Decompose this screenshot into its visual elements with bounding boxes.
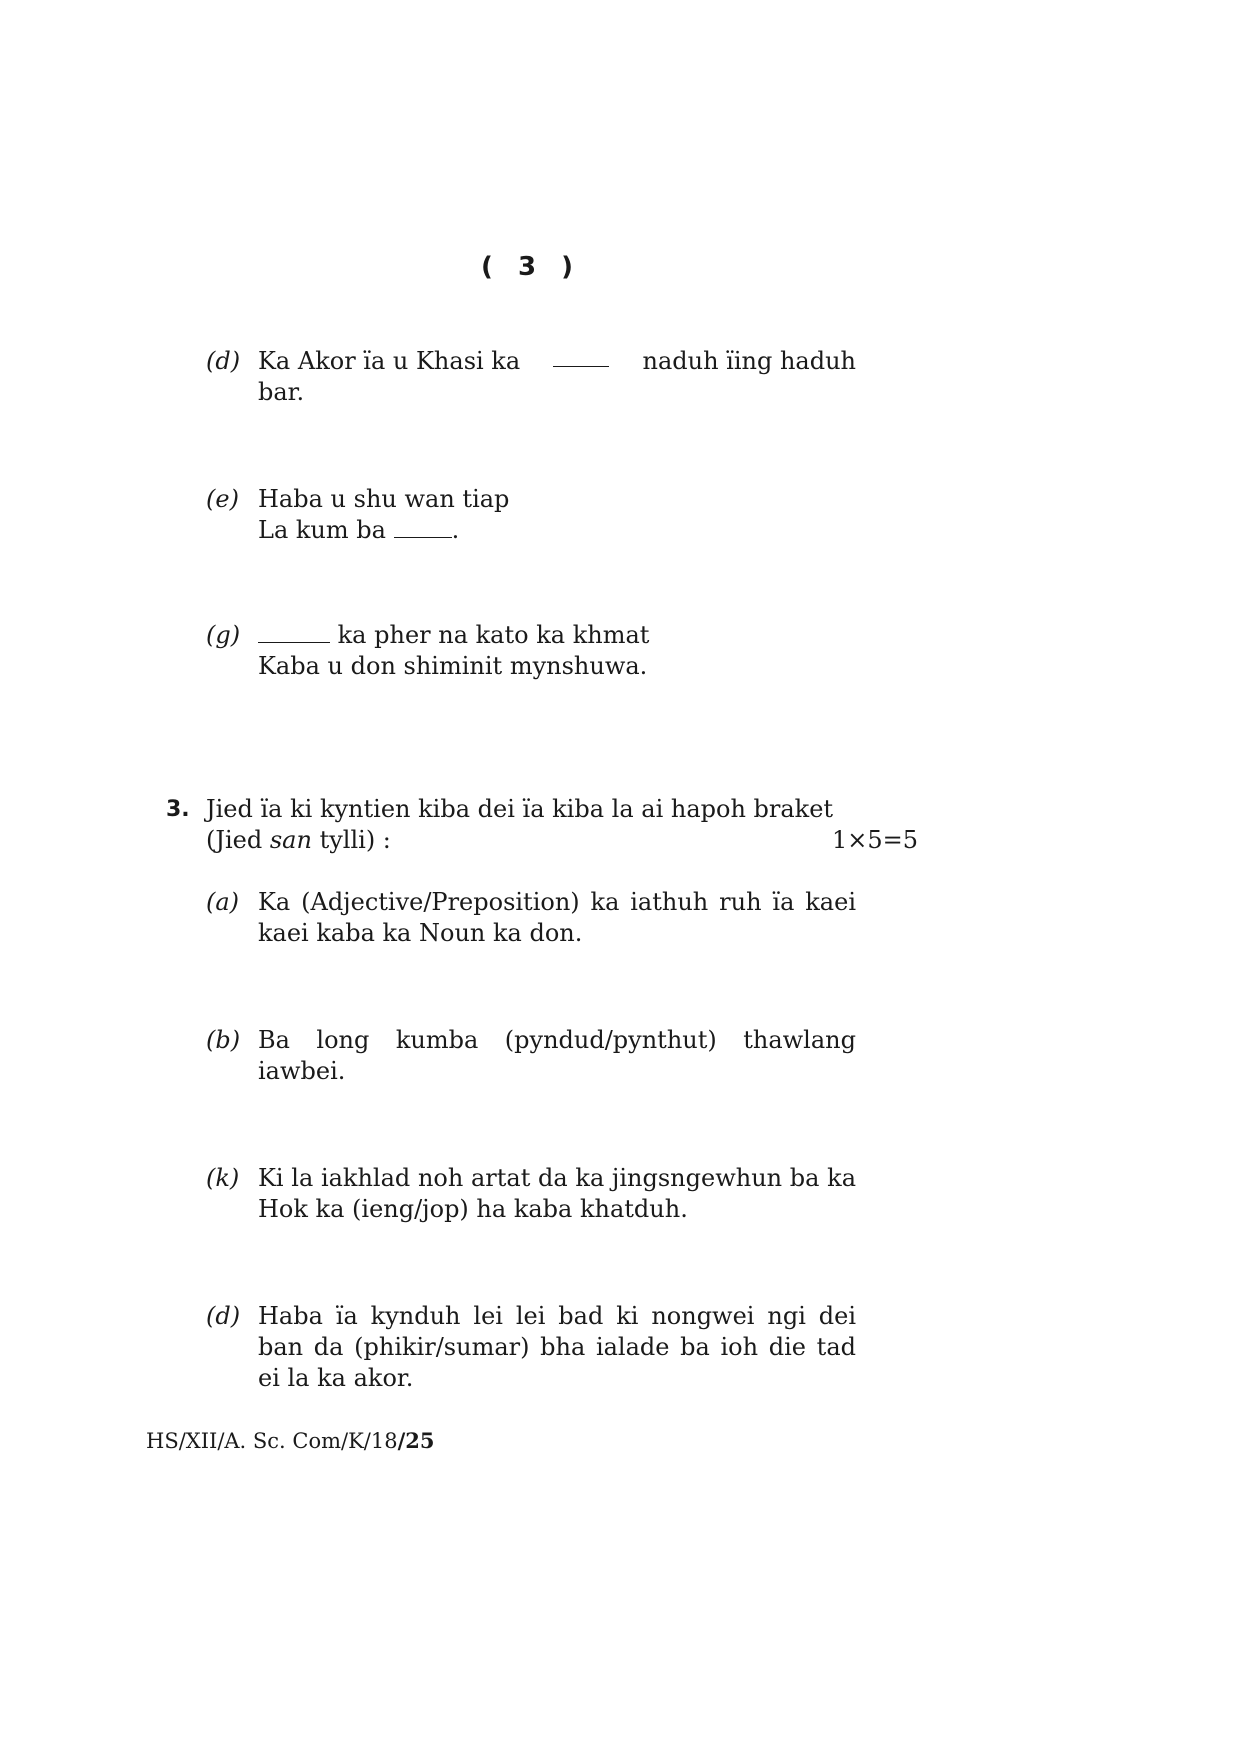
answer-blank xyxy=(394,517,452,538)
marks-allocation: 1×5=5 xyxy=(831,826,918,854)
item-marker: (b) xyxy=(206,1026,241,1054)
item-marker: (d) xyxy=(206,1302,241,1330)
item-text: Ba long kumba (pyndud/pynthut) thawlang iawbei. xyxy=(258,1026,856,1085)
item-text: ka pher na kato ka khmat Kaba u don shiminit mynshuwa. xyxy=(258,621,650,680)
q3-item-b xyxy=(206,1025,856,1087)
q2-item-d xyxy=(206,346,856,408)
q3-item-a xyxy=(206,887,856,949)
item-text: Haba ïa kynduh lei lei bad ki nongwei ngi dei ban da (phikir/sumar) bha ialade ba ioh die tad ei la ka akor. xyxy=(258,1302,856,1392)
item-text: Ki la iakhlad noh artat da ka jingsngewhun ba ka Hok ka (ieng/jop) ha kaba khatduh. xyxy=(258,1164,856,1223)
question-instruction: Jied ïa ki kyntien kiba dei ïa kiba la ai hapoh braket (Jied san tylli) : xyxy=(206,795,834,854)
item-marker: (e) xyxy=(206,485,239,513)
item-text: Ka (Adjective/Preposition) ka iathuh ruh ïa kaei kaei kaba ka Noun ka don. xyxy=(258,888,856,947)
item-marker: (d) xyxy=(206,347,241,375)
q3-item-d xyxy=(206,1301,856,1394)
q3-item-k xyxy=(206,1163,856,1225)
q2-item-g xyxy=(206,620,856,682)
item-marker: (k) xyxy=(206,1164,240,1192)
item-marker: (g) xyxy=(206,621,241,649)
question-number: 3. xyxy=(166,797,190,822)
page-number: ( 3 ) xyxy=(481,252,581,282)
answer-blank xyxy=(553,346,609,367)
item-marker: (a) xyxy=(206,888,240,916)
q2-item-e xyxy=(206,484,856,546)
footer-code: HS/XII/A. Sc. Com/K/18/25 xyxy=(146,1428,435,1453)
item-text: Ka Akor ïa u Khasi ka naduh ïing haduh bar. xyxy=(258,347,856,406)
item-text: Haba u shu wan tiap La kum ba . xyxy=(258,485,510,544)
answer-blank xyxy=(258,622,330,643)
question-3 xyxy=(166,794,918,856)
